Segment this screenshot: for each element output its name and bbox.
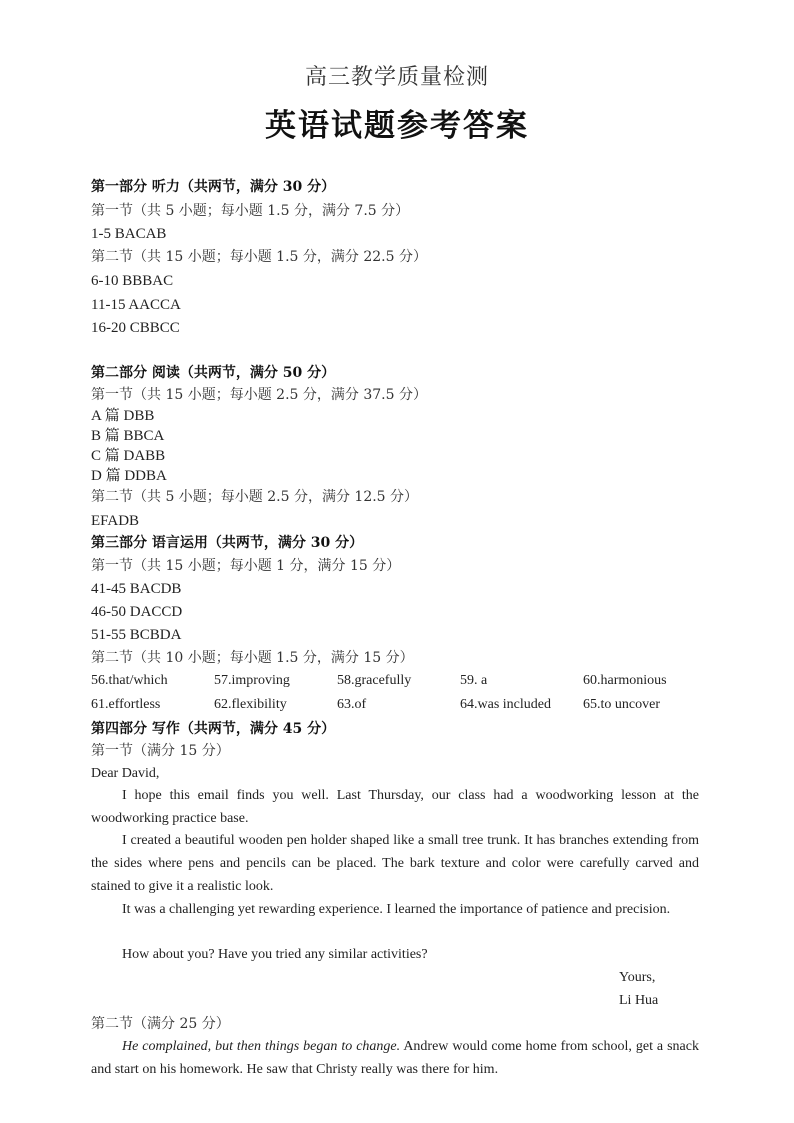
answer-cell: 56.that/which	[91, 673, 168, 688]
answer-cell: 63.of	[337, 697, 367, 712]
part1-sec1-label: 第一节（共 5 小题；每小题 1.5 分，满分 7.5 分）	[91, 203, 410, 219]
part3-sec1-answer: 51-55 BCBDA	[91, 627, 182, 643]
answer-cell: 65.to uncover	[583, 697, 660, 712]
part3-sec1-answer: 41-45 BACDB	[91, 581, 182, 597]
part1-sec2-answer: 11-15 AACCA	[91, 297, 181, 313]
page-subtitle: 高三教学质量检测	[304, 65, 489, 90]
part1-sec2-label: 第二节（共 15 小题；每小题 1.5 分，满分 22.5 分）	[91, 249, 427, 265]
part3-sec1-label: 第一节（共 15 小题；每小题 1 分，满分 15 分）	[91, 558, 401, 574]
letter-paragraph: I created a beautiful wooden pen holder shaped like a small tree trunk. It has branches extending from the sides where pens and pencils can be placed. The bark texture and color were carefully carved and stained to give it a realistic look.	[91, 833, 699, 894]
letter-paragraph: How about you? Have you tried any similar activities?	[122, 947, 428, 962]
story-lead-sentence: He complained, but then things began to change.	[122, 1039, 401, 1054]
letter-signature: Li Hua	[619, 993, 659, 1008]
part2-sec2-label: 第二节（共 5 小题；每小题 2.5 分，满分 12.5 分）	[91, 489, 419, 505]
part4-sec2-label: 第二节（满分 25 分）	[91, 1016, 230, 1032]
answer-cell: 64.was included	[460, 697, 551, 712]
part3-sec2-label: 第二节（共 10 小题；每小题 1.5 分，满分 15 分）	[91, 650, 414, 666]
answer-cell: 59. a	[460, 673, 488, 688]
part3-heading: 第三部分 语言运用（共两节，满分 30 分）	[91, 535, 364, 551]
story-paragraph	[91, 1035, 699, 1081]
part2-sec1-label: 第一节（共 15 小题；每小题 2.5 分，满分 37.5 分）	[91, 387, 427, 403]
part4-heading: 第四部分 写作（共两节，满分 45 分）	[91, 721, 336, 737]
answer-cell: 62.flexibility	[214, 697, 287, 712]
part1-sec2-answer: 6-10 BBBAC	[91, 273, 174, 289]
part2-sec1-answer: C 篇 DABB	[91, 448, 166, 464]
part2-sec1-answer: B 篇 BBCA	[91, 428, 165, 444]
part2-heading: 第二部分 阅读（共两节，满分 50 分）	[91, 365, 336, 381]
part1-sec2-answer: 16-20 CBBCC	[91, 320, 180, 336]
part2-sec1-answer: D 篇 DDBA	[91, 468, 167, 484]
part3-sec1-answer: 46-50 DACCD	[91, 604, 183, 620]
letter-closing: Yours,	[619, 970, 656, 985]
part1-heading: 第一部分 听力（共两节，满分 30 分）	[91, 179, 336, 195]
part4-sec1-label: 第一节（满分 15 分）	[91, 743, 230, 759]
part2-sec2-answer: EFADB	[91, 513, 140, 529]
answer-cell: 60.harmonious	[583, 673, 667, 688]
answer-cell: 58.gracefully	[337, 673, 412, 688]
letter-greeting: Dear David,	[91, 766, 160, 781]
letter-paragraph: It was a challenging yet rewarding experience. I learned the importance of patience and precision.	[122, 902, 671, 917]
story-text: Andrew would come home from school, get a snack and start on his homework. He saw that Christy really was there for him.	[91, 1039, 699, 1077]
letter-paragraph: I hope this email finds you well. Last Thursday, our class had a woodworking lesson at the woodworking practice base.	[91, 788, 699, 826]
answer-cell: 61.effortless	[91, 697, 161, 712]
answer-cell: 57.improving	[214, 673, 290, 688]
page-title: 英语试题参考答案	[265, 108, 529, 144]
part1-sec1-answer: 1-5 BACAB	[91, 226, 167, 242]
part2-sec1-answer: A 篇 DBB	[91, 408, 155, 424]
